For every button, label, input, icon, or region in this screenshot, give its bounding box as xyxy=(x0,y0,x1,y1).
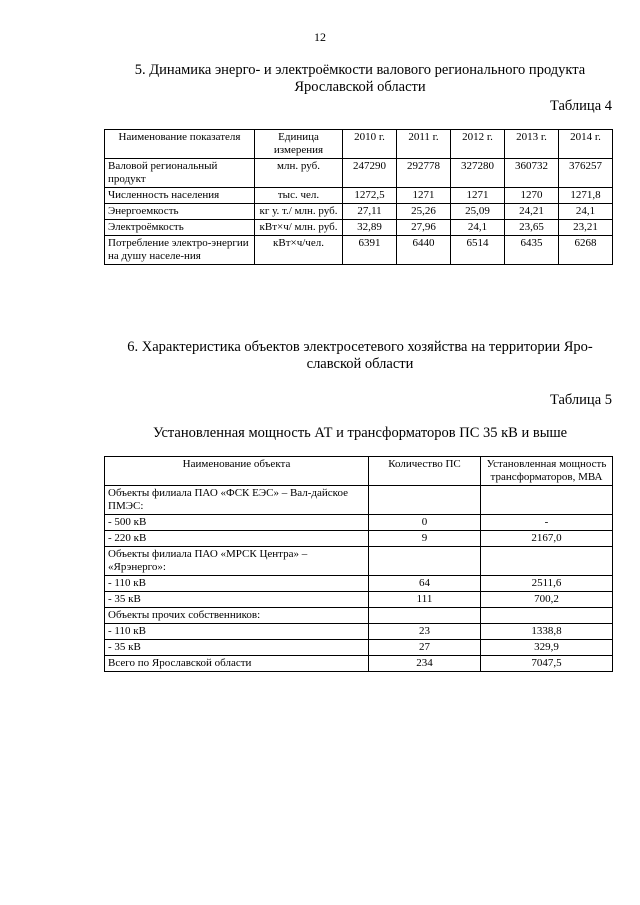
table-row xyxy=(105,204,613,220)
substation-count-cell: 0 xyxy=(369,515,481,531)
capacity-cell: 1338,8 xyxy=(481,624,613,640)
substation-count-cell: 27 xyxy=(369,640,481,656)
value-cell: 1271 xyxy=(451,188,505,204)
section-6-title-line-2: славской области xyxy=(306,356,414,372)
value-cell: 6514 xyxy=(451,236,505,265)
indicator-name-cell: Электроёмкость xyxy=(105,220,255,236)
table-header-cell: Количество ПС xyxy=(369,457,481,486)
object-name-cell: Объекты прочих собственников: xyxy=(105,608,369,624)
table-header-cell: 2014 г. xyxy=(559,130,613,159)
object-name-cell: - 110 кВ xyxy=(105,624,369,640)
value-cell: 1270 xyxy=(505,188,559,204)
object-name-cell: Объекты филиала ПАО «МРСК Центра» – «Ярэнерго»: xyxy=(105,547,369,576)
value-cell: 24,1 xyxy=(559,204,613,220)
table-row xyxy=(105,236,613,265)
value-cell: 376257 xyxy=(559,159,613,188)
table-header-cell: 2013 г. xyxy=(505,130,559,159)
value-cell: 25,26 xyxy=(397,204,451,220)
table-row xyxy=(105,188,613,204)
unit-cell: тыс. чел. xyxy=(255,188,343,204)
table-header-cell: Единица измерения xyxy=(255,130,343,159)
value-cell: 23,65 xyxy=(505,220,559,236)
table-row xyxy=(105,159,613,188)
section-5-title xyxy=(100,62,620,96)
object-name-cell: - 35 кВ xyxy=(105,592,369,608)
capacity-cell: - xyxy=(481,515,613,531)
table-4-body xyxy=(105,130,613,265)
unit-cell: кВт×ч/ млн. руб. xyxy=(255,220,343,236)
object-name-cell: - 500 кВ xyxy=(105,515,369,531)
object-name-cell: - 110 кВ xyxy=(105,576,369,592)
value-cell: 6268 xyxy=(559,236,613,265)
capacity-cell xyxy=(481,486,613,515)
table-row xyxy=(105,576,613,592)
substation-count-cell: 9 xyxy=(369,531,481,547)
object-name-cell: - 35 кВ xyxy=(105,640,369,656)
indicator-name-cell: Численность населения xyxy=(105,188,255,204)
value-cell: 6440 xyxy=(397,236,451,265)
object-name-cell: - 220 кВ xyxy=(105,531,369,547)
substation-count-cell: 111 xyxy=(369,592,481,608)
value-cell: 247290 xyxy=(343,159,397,188)
unit-cell: кг у. т./ млн. руб. xyxy=(255,204,343,220)
table-header-cell: Установленная мощность трансформаторов, МВА xyxy=(481,457,613,486)
unit-cell: млн. руб. xyxy=(255,159,343,188)
section-6-title xyxy=(100,339,620,373)
table-header-cell: Наименование показателя xyxy=(105,130,255,159)
table-row xyxy=(105,220,613,236)
value-cell: 327280 xyxy=(451,159,505,188)
table-row xyxy=(105,624,613,640)
substation-count-cell xyxy=(369,486,481,515)
table-5-label: Таблица 5 xyxy=(549,392,612,408)
table-row xyxy=(105,592,613,608)
indicator-name-cell: Валовой региональный продукт xyxy=(105,159,255,188)
table-header-cell: 2010 г. xyxy=(343,130,397,159)
value-cell: 23,21 xyxy=(559,220,613,236)
value-cell: 292778 xyxy=(397,159,451,188)
value-cell: 27,96 xyxy=(397,220,451,236)
capacity-cell: 2167,0 xyxy=(481,531,613,547)
page-number: 12 xyxy=(314,30,326,44)
table-row xyxy=(105,640,613,656)
table-header-cell: 2012 г. xyxy=(451,130,505,159)
table-4 xyxy=(104,129,613,265)
table-5-body xyxy=(105,457,613,672)
table-header-cell: Наименование объекта xyxy=(105,457,369,486)
value-cell: 360732 xyxy=(505,159,559,188)
table-header-row xyxy=(105,130,613,159)
table-row xyxy=(105,608,613,624)
substation-count-cell: 64 xyxy=(369,576,481,592)
table-4-label: Таблица 4 xyxy=(549,98,612,114)
value-cell: 27,11 xyxy=(343,204,397,220)
unit-cell: кВт×ч/чел. xyxy=(255,236,343,265)
substation-count-cell xyxy=(369,547,481,576)
indicator-name-cell: Энергоемкость xyxy=(105,204,255,220)
value-cell: 1272,5 xyxy=(343,188,397,204)
value-cell: 24,21 xyxy=(505,204,559,220)
substation-count-cell: 234 xyxy=(369,656,481,672)
section-6-title-line-1: 6. Характеристика объектов электросетевого хозяйства на территории Яро- xyxy=(127,339,593,355)
indicator-name-cell: Потребление электро-энергии на душу населе-ния xyxy=(105,236,255,265)
table-header-row xyxy=(105,457,613,486)
capacity-cell xyxy=(481,608,613,624)
capacity-cell: 329,9 xyxy=(481,640,613,656)
substation-count-cell: 23 xyxy=(369,624,481,640)
table-row xyxy=(105,515,613,531)
capacity-cell: 7047,5 xyxy=(481,656,613,672)
table-row xyxy=(105,531,613,547)
substation-count-cell xyxy=(369,608,481,624)
capacity-cell: 2511,6 xyxy=(481,576,613,592)
object-name-cell: Объекты филиала ПАО «ФСК ЕЭС» – Вал-дайское ПМЭС: xyxy=(105,486,369,515)
capacity-cell xyxy=(481,547,613,576)
table-header-cell: 2011 г. xyxy=(397,130,451,159)
value-cell: 25,09 xyxy=(451,204,505,220)
table-5 xyxy=(104,456,613,672)
table-row xyxy=(105,486,613,515)
table-row xyxy=(105,656,613,672)
value-cell: 1271 xyxy=(397,188,451,204)
value-cell: 6391 xyxy=(343,236,397,265)
object-name-cell: Всего по Ярославской области xyxy=(105,656,369,672)
table-row xyxy=(105,547,613,576)
table-5-caption: Установленная мощность АТ и трансформаторов ПС 35 кВ и выше xyxy=(152,425,568,441)
capacity-cell: 700,2 xyxy=(481,592,613,608)
section-5-title-line-2: Ярославской области xyxy=(294,79,426,95)
value-cell: 32,89 xyxy=(343,220,397,236)
value-cell: 6435 xyxy=(505,236,559,265)
value-cell: 24,1 xyxy=(451,220,505,236)
value-cell: 1271,8 xyxy=(559,188,613,204)
section-5-title-line-1: 5. Динамика энерго- и электроёмкости валового регионального продукта xyxy=(134,62,586,78)
